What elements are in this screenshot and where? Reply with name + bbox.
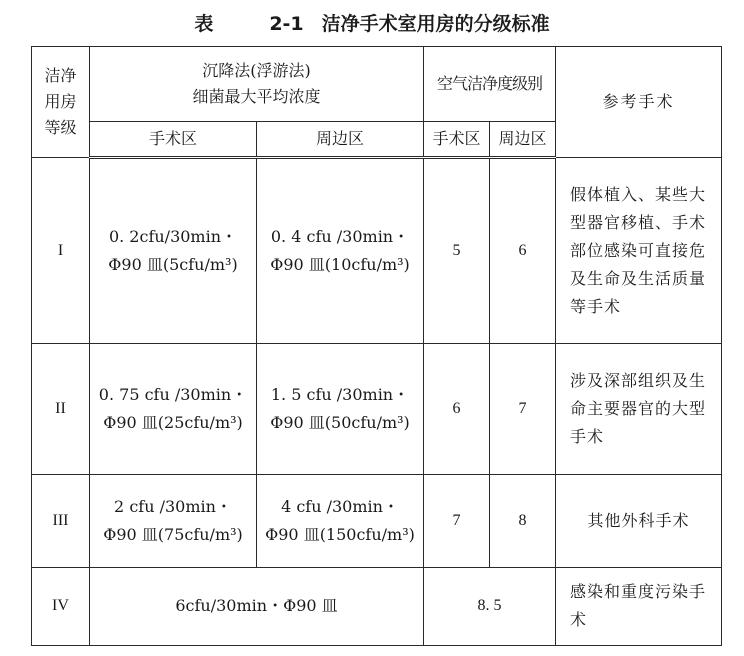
air-surgery-value: 7: [424, 474, 490, 567]
air-peripheral-value: 8: [490, 474, 556, 567]
grading-table: [31, 46, 722, 646]
surgery-zone-line-2: Φ90 皿(25cfu/m³): [103, 413, 243, 433]
caption-number: 2-1: [269, 13, 304, 35]
air-surgery-value: 5: [424, 158, 490, 344]
header-reference-cell: [556, 47, 722, 158]
peripheral-zone-value: [257, 344, 424, 474]
grade-level: IV: [32, 567, 90, 645]
surgery-zone-line-1: 0. 2cfu/30min・: [108, 227, 238, 247]
header-grade-line-3: 等级: [44, 118, 77, 138]
table-caption: [0, 8, 744, 40]
header-grade-line-1: 洁净: [44, 66, 77, 86]
air-surgery-value: 6: [424, 344, 490, 474]
header-air-surgery-zone: 手术区: [424, 122, 490, 158]
table-row: [32, 567, 722, 645]
peripheral-zone-line-2: Φ90 皿(150cfu/m³): [265, 524, 415, 544]
table-row: [32, 158, 722, 344]
air-peripheral-value: 7: [490, 344, 556, 474]
header-surgery-zone: 手术区: [90, 122, 257, 158]
header-method-line-1: 沉降法(浮游法): [202, 61, 311, 81]
surgery-zone-value: [90, 158, 257, 344]
peripheral-zone-line-2: Φ90 皿(10cfu/m³): [270, 255, 410, 275]
header-method-line-2: 细菌最大平均浓度: [192, 87, 321, 107]
air-class-value: 8. 5: [424, 567, 556, 645]
grade-level: III: [32, 474, 90, 567]
grade-level: I: [32, 158, 90, 344]
peripheral-zone-value: [257, 158, 424, 344]
surgery-zone-value: [90, 344, 257, 474]
peripheral-zone-line-1: 1. 5 cfu /30min・: [270, 385, 410, 405]
table-row: [32, 344, 722, 474]
air-peripheral-value: 6: [490, 158, 556, 344]
header-peripheral-zone: 周边区: [257, 122, 424, 158]
header-air-peripheral-zone: 周边区: [490, 122, 556, 158]
header-method-cell: [90, 47, 424, 122]
surgery-zone-line-1: 0. 75 cfu /30min・: [98, 385, 248, 405]
caption-title: 洁净手术室用房的分级标准: [321, 13, 550, 35]
peripheral-zone-line-1: 4 cfu /30min・: [281, 496, 399, 516]
surgery-zone-line-2: Φ90 皿(75cfu/m³): [103, 524, 243, 544]
header-grade-line-2: 用房: [44, 92, 77, 112]
table-row: [32, 474, 722, 567]
surgery-zone-line-1: 2 cfu /30min・: [114, 496, 232, 516]
caption-label: 表: [194, 13, 214, 35]
surgery-zone-value: [90, 474, 257, 567]
peripheral-zone-value: [257, 474, 424, 567]
header-grade-cell: [32, 47, 90, 158]
reference-surgery: 其他外科手术: [556, 474, 722, 567]
header-air-class-cell: [424, 47, 556, 122]
peripheral-zone-line-2: Φ90 皿(50cfu/m³): [270, 413, 410, 433]
header-reference: 参考手术: [602, 92, 675, 112]
surgery-zone-line-2: Φ90 皿(5cfu/m³): [108, 255, 238, 275]
grade-level: II: [32, 344, 90, 474]
reference-surgery: 涉及深部组织及生命主要器官的大型手术: [556, 344, 722, 474]
header-air-class: 空气洁净度级别: [437, 74, 543, 94]
concentration-value: 6cfu/30min・Φ90 皿: [90, 567, 424, 645]
reference-surgery: 假体植入、某些大型器官移植、手术部位感染可直接危及生命及生活质量等手术: [556, 158, 722, 344]
reference-surgery: 感染和重度污染手术: [556, 567, 722, 645]
peripheral-zone-line-1: 0. 4 cfu /30min・: [270, 227, 410, 247]
